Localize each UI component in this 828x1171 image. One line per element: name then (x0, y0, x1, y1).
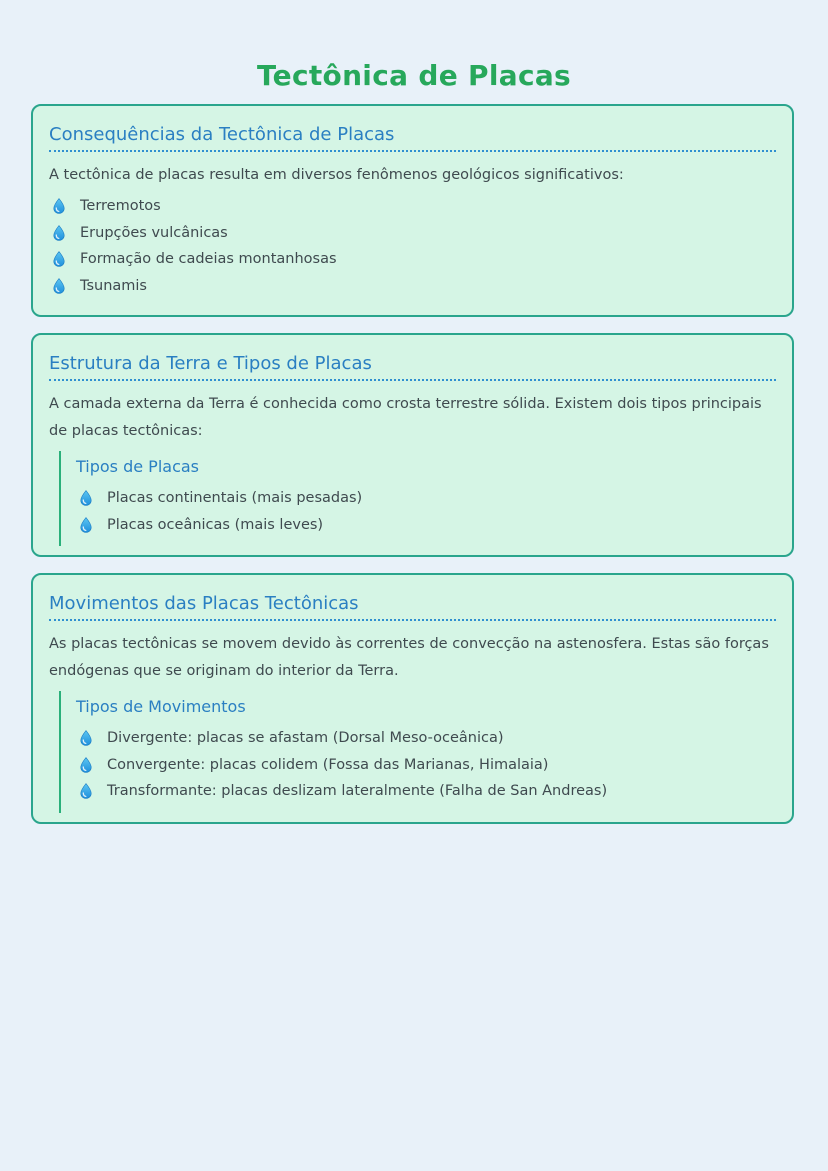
droplet-icon (53, 198, 65, 214)
list-item-label: Erupções vulcânicas (80, 224, 228, 241)
plate-types-block (59, 451, 776, 546)
section-title: Movimentos das Placas Tectônicas (49, 575, 776, 621)
section-title: Consequências da Tectônica de Placas (49, 106, 776, 152)
plate-types-list (76, 485, 776, 538)
droplet-icon (80, 490, 92, 506)
consequences-list (49, 193, 776, 299)
droplet-icon (53, 251, 65, 267)
section-consequences (31, 104, 794, 317)
droplet-icon (53, 225, 65, 241)
subsection-title: Tipos de Movimentos (76, 697, 246, 716)
droplet-icon (80, 730, 92, 746)
list-item (49, 193, 776, 220)
movement-types-block (59, 691, 776, 813)
list-item-label: Transformante: placas deslizam lateralmente (Falha de San Andreas) (107, 783, 608, 800)
list-item (49, 246, 776, 273)
section-earth-structure (31, 333, 794, 557)
list-item (76, 485, 776, 512)
subsection-title: Tipos de Placas (76, 457, 200, 476)
list-item-label: Formação de cadeias montanhosas (80, 251, 337, 268)
section-text: A camada externa da Terra é conhecida como crosta terrestre sólida. Existem dois tipos principais de placas tectônicas: (49, 396, 762, 439)
page-title: Tectônica de Placas (256, 58, 571, 92)
section-text: A tectônica de placas resulta em diversos fenômenos geológicos significativos: (49, 167, 624, 183)
list-item (76, 512, 776, 539)
list-item-label: Divergente: placas se afastam (Dorsal Meso-oceânica) (107, 730, 504, 747)
list-item (49, 273, 776, 300)
list-item (76, 778, 776, 805)
movement-types-list (76, 725, 776, 805)
list-item (76, 725, 776, 752)
list-item-label: Tsunamis (80, 277, 147, 294)
section-text: As placas tectônicas se movem devido às correntes de convecção na astenosfera. Estas são forças endógenas que se originam do interior da Terra. (49, 636, 769, 679)
list-item-label: Convergente: placas colidem (Fossa das Marianas, Himalaia) (107, 756, 549, 773)
list-item-label: Placas oceânicas (mais leves) (107, 516, 324, 533)
droplet-icon (53, 278, 65, 294)
droplet-icon (80, 517, 92, 533)
section-plate-movements (31, 573, 794, 824)
list-item (49, 220, 776, 247)
list-item-label: Placas continentais (mais pesadas) (107, 490, 363, 507)
list-item-label: Terremotos (80, 198, 161, 215)
list-item (76, 752, 776, 779)
section-title: Estrutura da Terra e Tipos de Placas (49, 335, 776, 381)
droplet-icon (80, 783, 92, 799)
droplet-icon (80, 757, 92, 773)
